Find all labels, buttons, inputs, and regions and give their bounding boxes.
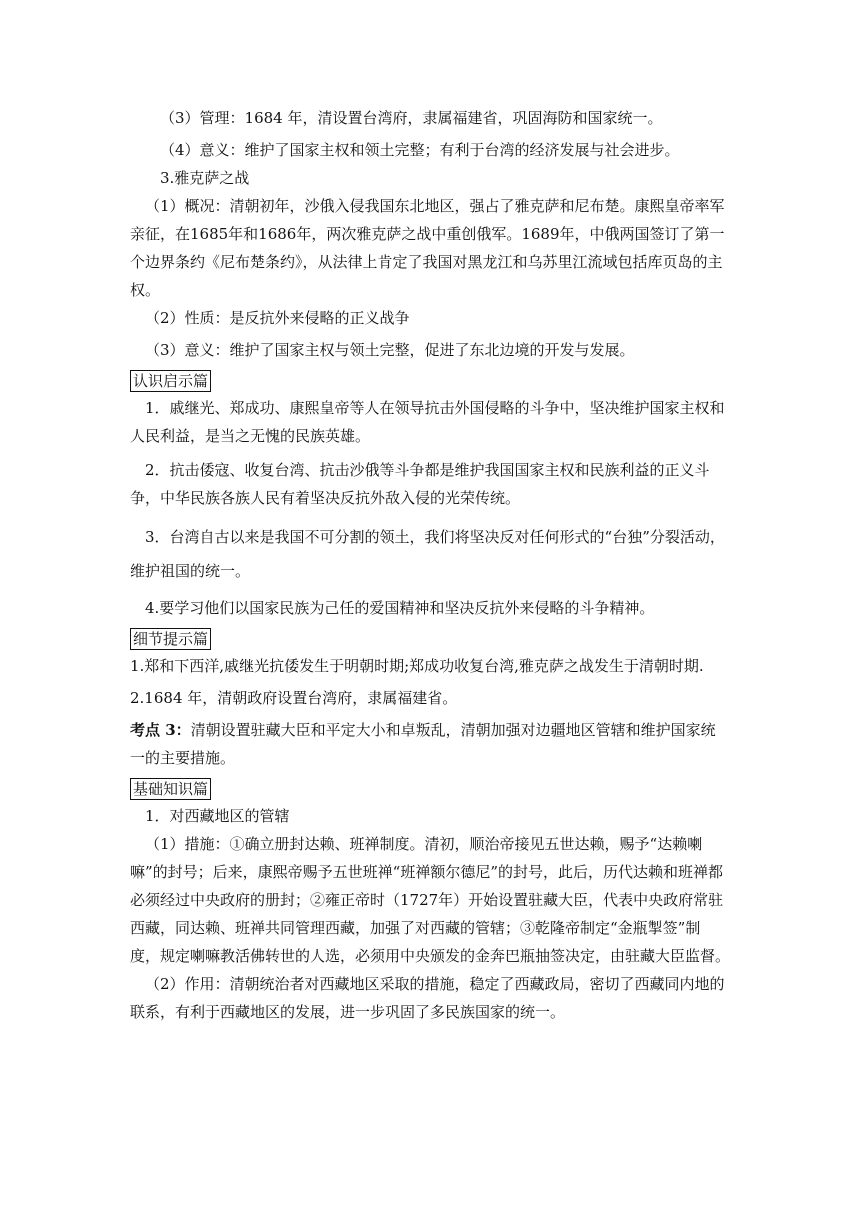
section-heading-insight: 认识启示篇	[130, 370, 211, 392]
exam-point-paragraph	[130, 716, 730, 772]
paragraph-yakesa-significance: （3）意义：维护了国家主权与领土完整，促进了东北边境的开发与发展。	[145, 341, 635, 359]
paragraph-tibet-effect: （2）作用：清朝统治者对西藏地区采取的措施，稳定了西藏政局，密切了西藏同内地的联系，有利于西藏地区的发展，进一步巩固了多民族国家的统一。	[130, 975, 725, 1021]
subheading-yakesa: 3.雅克萨之战	[160, 169, 250, 187]
section-heading-basics: 基础知识篇	[130, 778, 211, 800]
list-item: 4.要学习他们以国家民族为己任的爱国精神和坚决反抗外来侵略的斗争精神。	[145, 599, 655, 617]
list-item: 1．戚继光、郑成功、康熙皇帝等人在领导抗击外国侵略的斗争中，坚决维护国家主权和人民利益，是当之无愧的民族英雄。	[130, 399, 725, 445]
paragraph-yakesa-overview: （1）概况：清朝初年，沙俄入侵我国东北地区，强占了雅克萨和尼布楚。康熙皇帝率军亲征，在1685年和1686年，两次雅克萨之战中重创俄军。1689年，中俄两国签订了第一个边界条约《尼布楚条约》，从法律上肯定了我国对黑龙江和乌苏里江流域包括库页岛的主权。	[130, 197, 725, 299]
paragraph-taiwan-significance: （4）意义：维护了国家主权和领土完整；有利于台湾的经济发展与社会进步。	[160, 141, 680, 159]
list-item: 2.1684 年，清朝政府设置台湾府，隶属福建省。	[130, 689, 458, 707]
section-heading-details: 细节提示篇	[130, 628, 211, 650]
document-body	[130, 104, 730, 1026]
list-item: 1.郑和下西洋,戚继光抗倭发生于明朝时期;郑成功收复台湾,雅克萨之战发生于清朝时期.	[130, 657, 704, 675]
paragraph-tibet-measures: （1）措施：①确立册封达赖、班禅制度。清初，顺治帝接见五世达赖，赐予“达赖喇嘛”的封号；后来，康熙帝赐予五世班禅“班禅额尔德尼”的封号，此后，历代达赖和班禅都必须经过中央政府的册封；②雍正帝时（1727年）开始设置驻藏大臣，代表中央政府常驻西藏，同达赖、班禅共同管理西藏，加强了对西藏的管辖；③乾隆帝制定“金瓶掣签”制度，规定喇嘛教活佛转世的人选，必须用中央颁发的金奔巴瓶抽签决定，由驻藏大臣监督。	[130, 835, 731, 965]
list-item: 2．抗击倭寇、收复台湾、抗击沙俄等斗争都是维护我国国家主权和民族利益的正义斗争，中华民族各族人民有着坚决反抗外敌入侵的光荣传统。	[130, 461, 710, 507]
exam-point-text: 清朝设置驻藏大臣和平定大小和卓叛乱，清朝加强对边疆地区管辖和维护国家统一的主要措施。	[130, 721, 716, 767]
list-item: 3．台湾自古以来是我国不可分割的领土，我们将坚决反对任何形式的“台独”分裂活动，维护祖国的统一。	[130, 528, 725, 580]
exam-point-label: 考点 3：	[130, 721, 191, 739]
paragraph-yakesa-nature: （2）性质：是反抗外来侵略的正义战争	[145, 309, 410, 327]
paragraph-taiwan-management: （3）管理：1684 年，清设置台湾府，隶属福建省，巩固海防和国家统一。	[160, 109, 663, 127]
subheading-tibet: 1．对西藏地区的管辖	[145, 807, 290, 825]
